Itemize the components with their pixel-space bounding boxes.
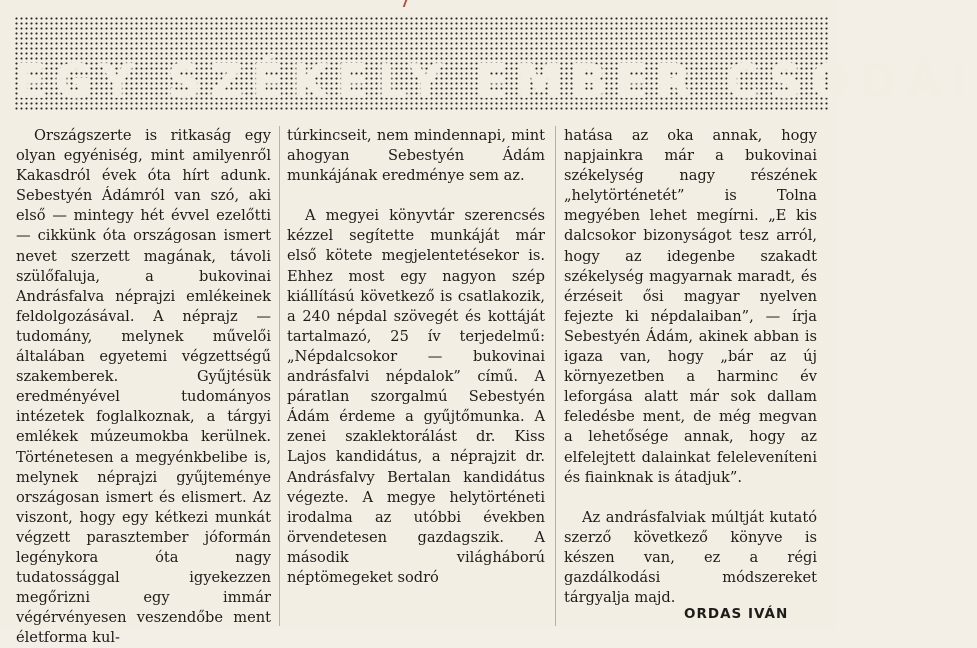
article-column-1 [16, 126, 271, 648]
headline-band [14, 16, 977, 112]
ink-mark [403, 0, 414, 7]
article-headline: EGY SZÉKELY EMBER CSODÁI [14, 54, 977, 108]
paragraph: A megyei könyvtár szerencsés kézzel segítette munkáját már első kötete megjelentetésekor is. Ehhez most egy nagyon szép kiállítású következő is csatlakozik, a 240 népdal szövegét és kottáját tartalmazó, 25 ív terjedelmű: „Népdalcsokor — bukovinai andrásfalvi népdalok” című. A páratlan szorgalmú Sebestyén Ádám érdeme a gyűjtőmunka. A zenei szaklektorálást dr. Kiss Lajos kandidátus, a néprajzit dr. Andrásfalvy Bertalan kandidátus végezte. A megye helytörténeti irodalma az utóbbi években örvendetesen gazdagszik. A második világháború néptömegeket sodró [287, 207, 545, 586]
paragraph: hatása az oka annak, hogy napjainkra már a bukovinai székelység nagy részének „helytörténetét” is Tolna megyében lehet megírni. „E kis dalcsokor bizonyságot tesz arról, hogy az idegenbe szakadt székelység magyarnak maradt, és érzéseit ősi magyar nyelven fejezte ki népdalaiban”, — írja Sebestyén Ádám, akinek abban is igaza van, hogy „bár az új környezetben a harminc év leforgása alatt már sok dallam feledésbe ment, de még megvan a lehetősége annak, hogy az elfelejtett dalainkat feleleveníteni és fiainknak is átadjuk”. [564, 127, 817, 486]
paragraph: Az andrásfalviak múltját kutató szerző következő könyve is készen van, ez a régi gazdálkodási módszereket tárgyalja majd. [564, 508, 817, 607]
paragraph: túrkincseit, nem mindennapi, mint ahogyan Sebestyén Ádám munkájának eredménye sem az. [287, 127, 545, 185]
article-column-2 [287, 126, 545, 588]
paragraph: Országszerte is ritkaság egy olyan egyéniség, mint amilyenről Kakasdról évek óta hírt adunk. Sebestyén Ádámról van szó, aki első — mintegy hét évvel ezelőtti — cikkünk óta országosan ismert nevet szerzett magának, távoli szülőfaluja, a bukovinai Andrásfalva néprajzi emlékeinek feldolgozásával. A néprajz — tudomány, melynek művelői általában egyetemi végzettségű szakemberek. Gyűjtésük eredményével tudományos intézetek foglalkoznak, a tárgyi emlékek múzeumokba kerülnek. Történetesen a megyénkbelibe is, melynek néprajzi gyűjteménye országosan ismert és elismert. Az viszont, hogy egy kétkezi munkát végzett parasztember jóformán legénykora óta nagy tudatossággal igyekezzen megőrizni egy immár végérvényesen veszendőbe ment életforma kul- [16, 127, 271, 647]
column-divider [555, 126, 556, 626]
column-divider [279, 126, 280, 626]
byline: ORDAS IVÁN [684, 606, 789, 622]
article-column-3 [564, 126, 817, 608]
